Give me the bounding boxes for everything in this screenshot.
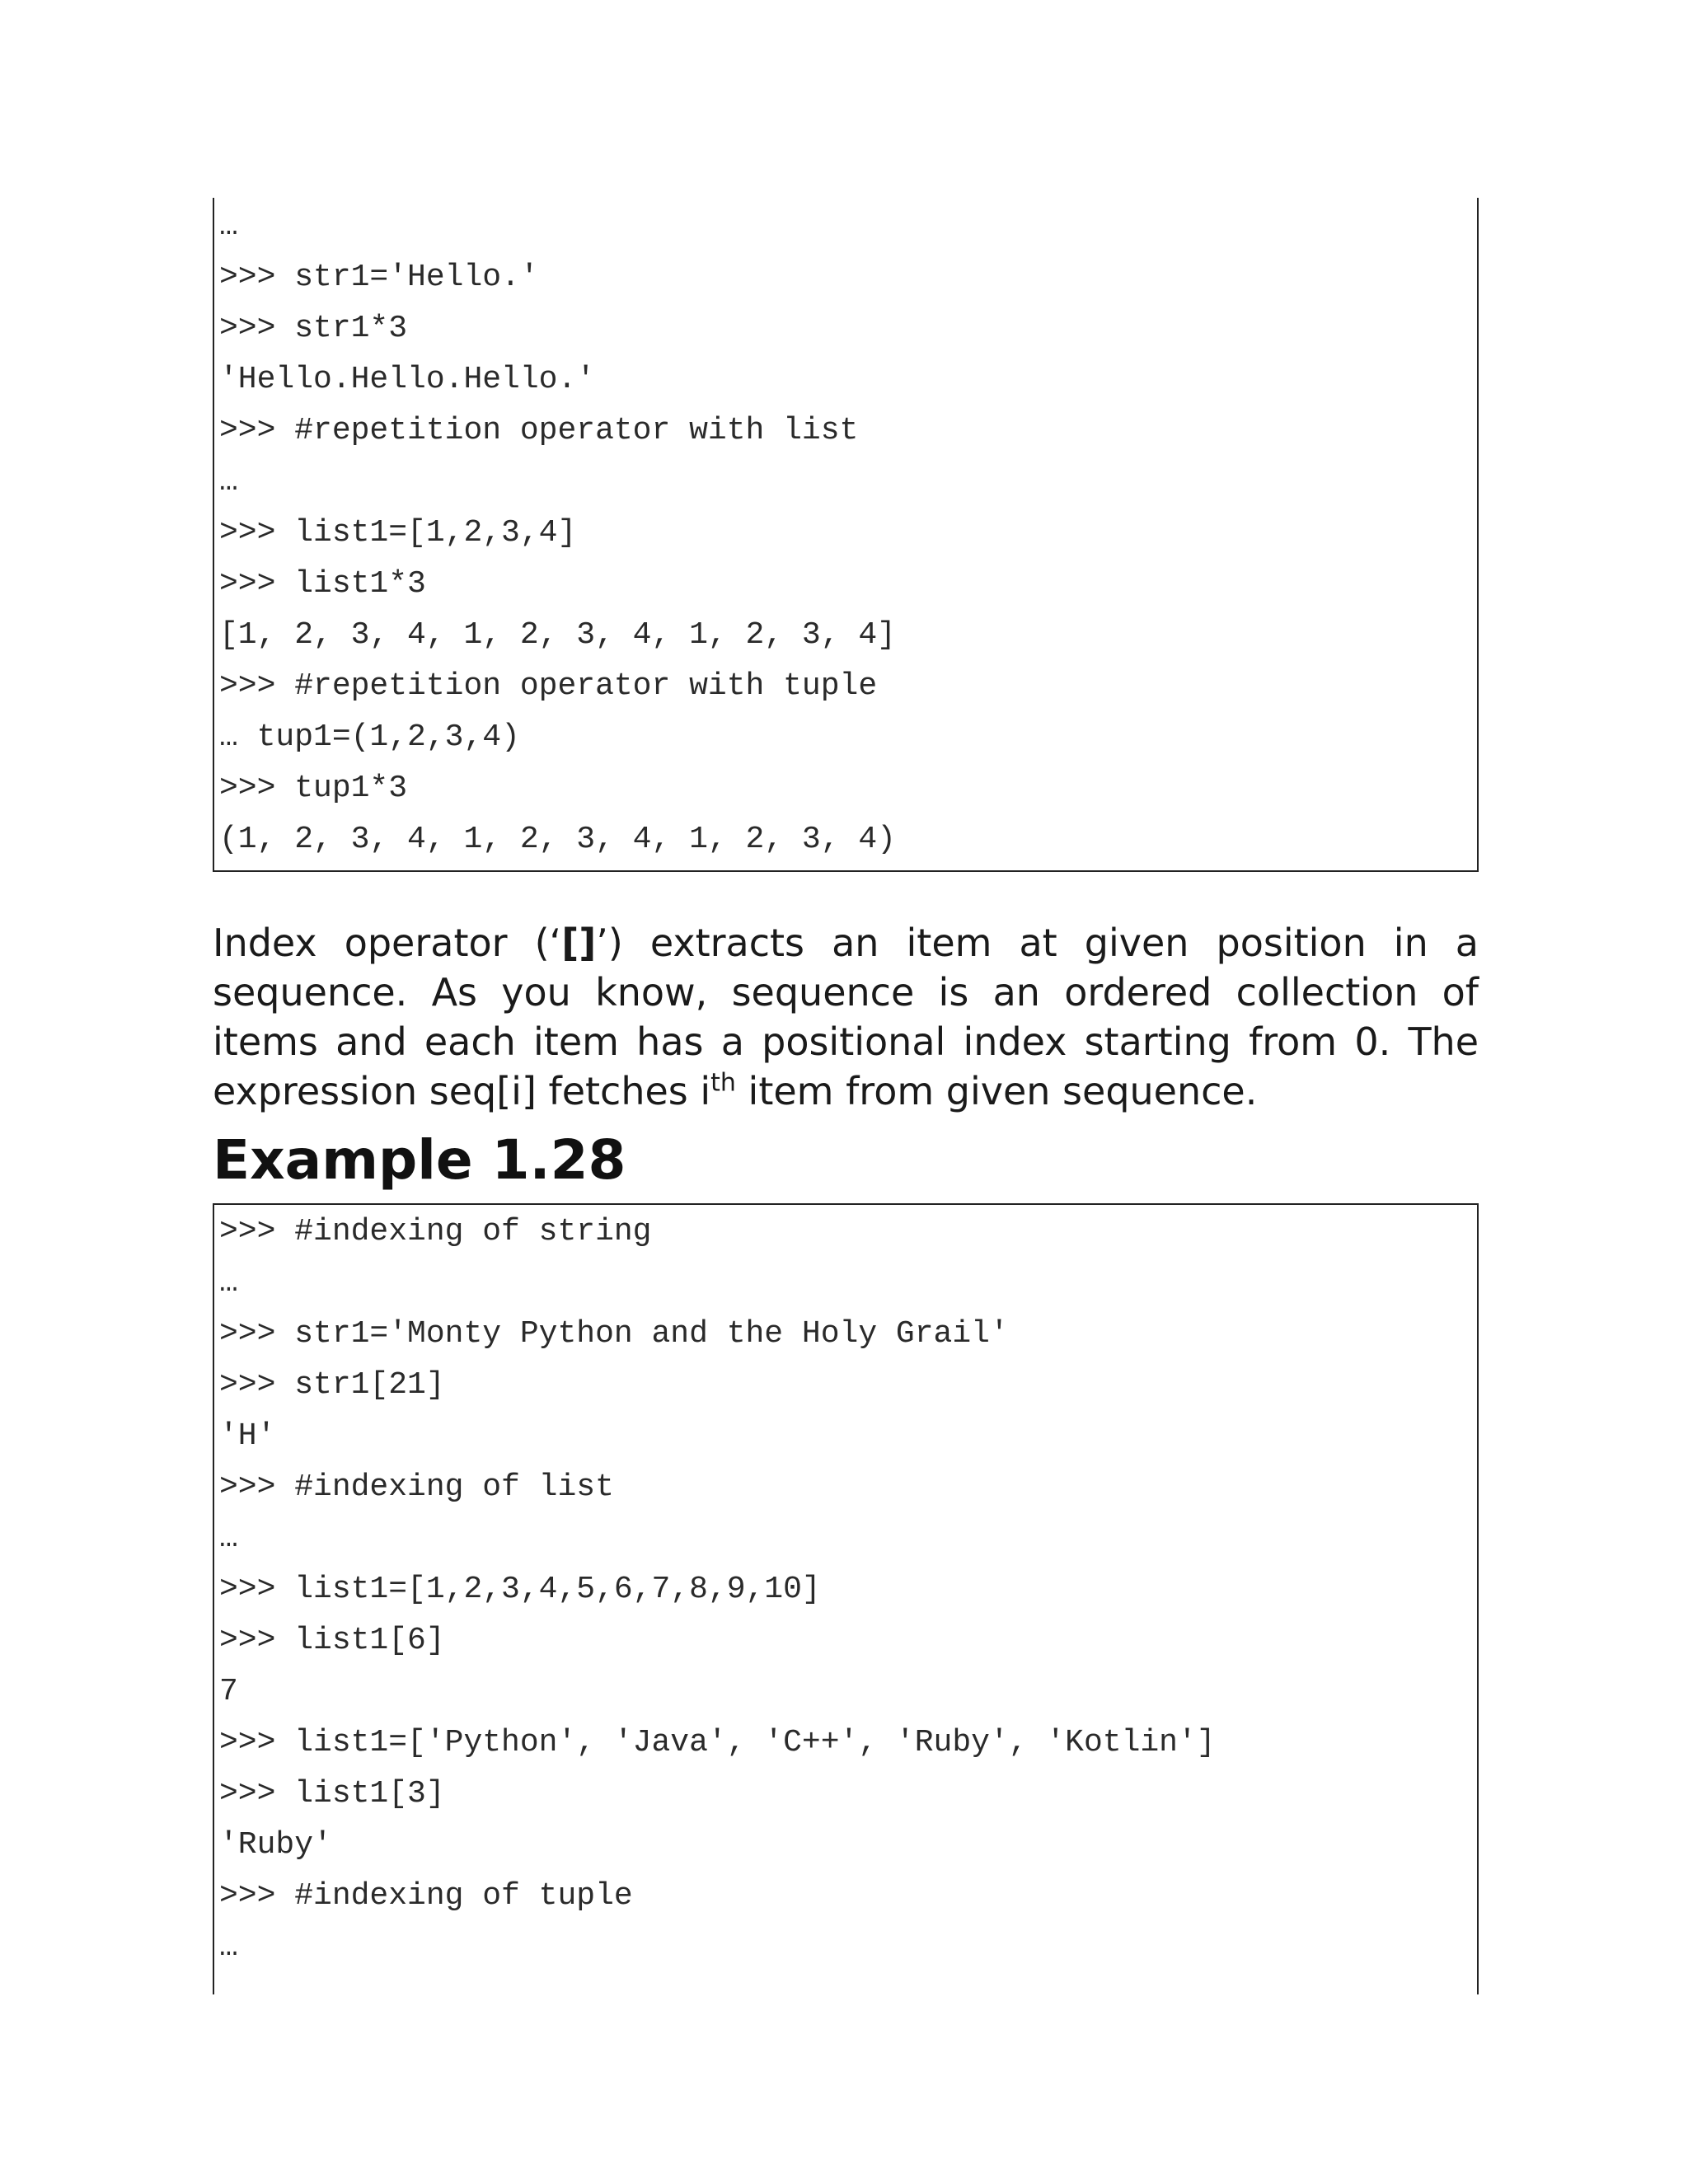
code-line: >>> str1='Monty Python and the Holy Grail'	[219, 1316, 1009, 1352]
code-line: (1, 2, 3, 4, 1, 2, 3, 4, 1, 2, 3, 4)	[219, 822, 896, 857]
code-line: >>> #indexing of string	[219, 1214, 652, 1249]
code-line: >>> #indexing of list	[219, 1469, 614, 1505]
code-line: …	[219, 1521, 238, 1556]
paragraph-text-start: Index operator (‘	[213, 921, 562, 965]
code-line: >>> list1=['Python', 'Java', 'C++', 'Ruby', 'Kotlin']	[219, 1725, 1216, 1760]
code-line: >>> #repetition operator with list	[219, 413, 859, 448]
code-line: >>> str1[21]	[219, 1367, 445, 1403]
paragraph-text-middle: ’) extracts an item at given position in a sequence. As you know, sequence is an ordered collection of items and each item has a positional index starting from 0. The expression seq[i] fetches i	[213, 921, 1479, 1113]
code-line: …	[219, 209, 238, 244]
code-line: >>> list1=[1,2,3,4,5,6,7,8,9,10]	[219, 1572, 821, 1607]
code-line: >>> #repetition operator with tuple	[219, 668, 878, 704]
code-line: >>> list1[3]	[219, 1776, 445, 1811]
paragraph-text-end: item from given sequence.	[735, 1069, 1258, 1113]
code-line: 7	[219, 1674, 238, 1709]
code-line: 'Ruby'	[219, 1827, 332, 1863]
code-line: 'Hello.Hello.Hello.'	[219, 362, 596, 397]
example-heading: Example 1.28	[213, 1128, 626, 1192]
code-line: 'H'	[219, 1418, 276, 1454]
index-operator-symbol: []	[561, 921, 597, 965]
code-line: >>> list1*3	[219, 566, 426, 602]
code-line: …	[219, 1929, 238, 1965]
code-line: …	[219, 1265, 238, 1301]
code-line: … tup1=(1,2,3,4)	[219, 719, 520, 755]
code-line: >>> str1*3	[219, 311, 408, 346]
code-block-indexing	[213, 1203, 1479, 1994]
code-block-repetition	[213, 198, 1479, 872]
code-line: …	[219, 464, 238, 499]
index-operator-paragraph	[213, 918, 1479, 1116]
code-line: >>> str1='Hello.'	[219, 260, 539, 295]
code-line: [1, 2, 3, 4, 1, 2, 3, 4, 1, 2, 3, 4]	[219, 617, 896, 653]
code-line: >>> list1[6]	[219, 1623, 445, 1658]
code-line: >>> list1=[1,2,3,4]	[219, 515, 577, 551]
ordinal-superscript: th	[710, 1068, 736, 1098]
code-line: >>> #indexing of tuple	[219, 1878, 633, 1914]
code-line: >>> tup1*3	[219, 771, 408, 806]
